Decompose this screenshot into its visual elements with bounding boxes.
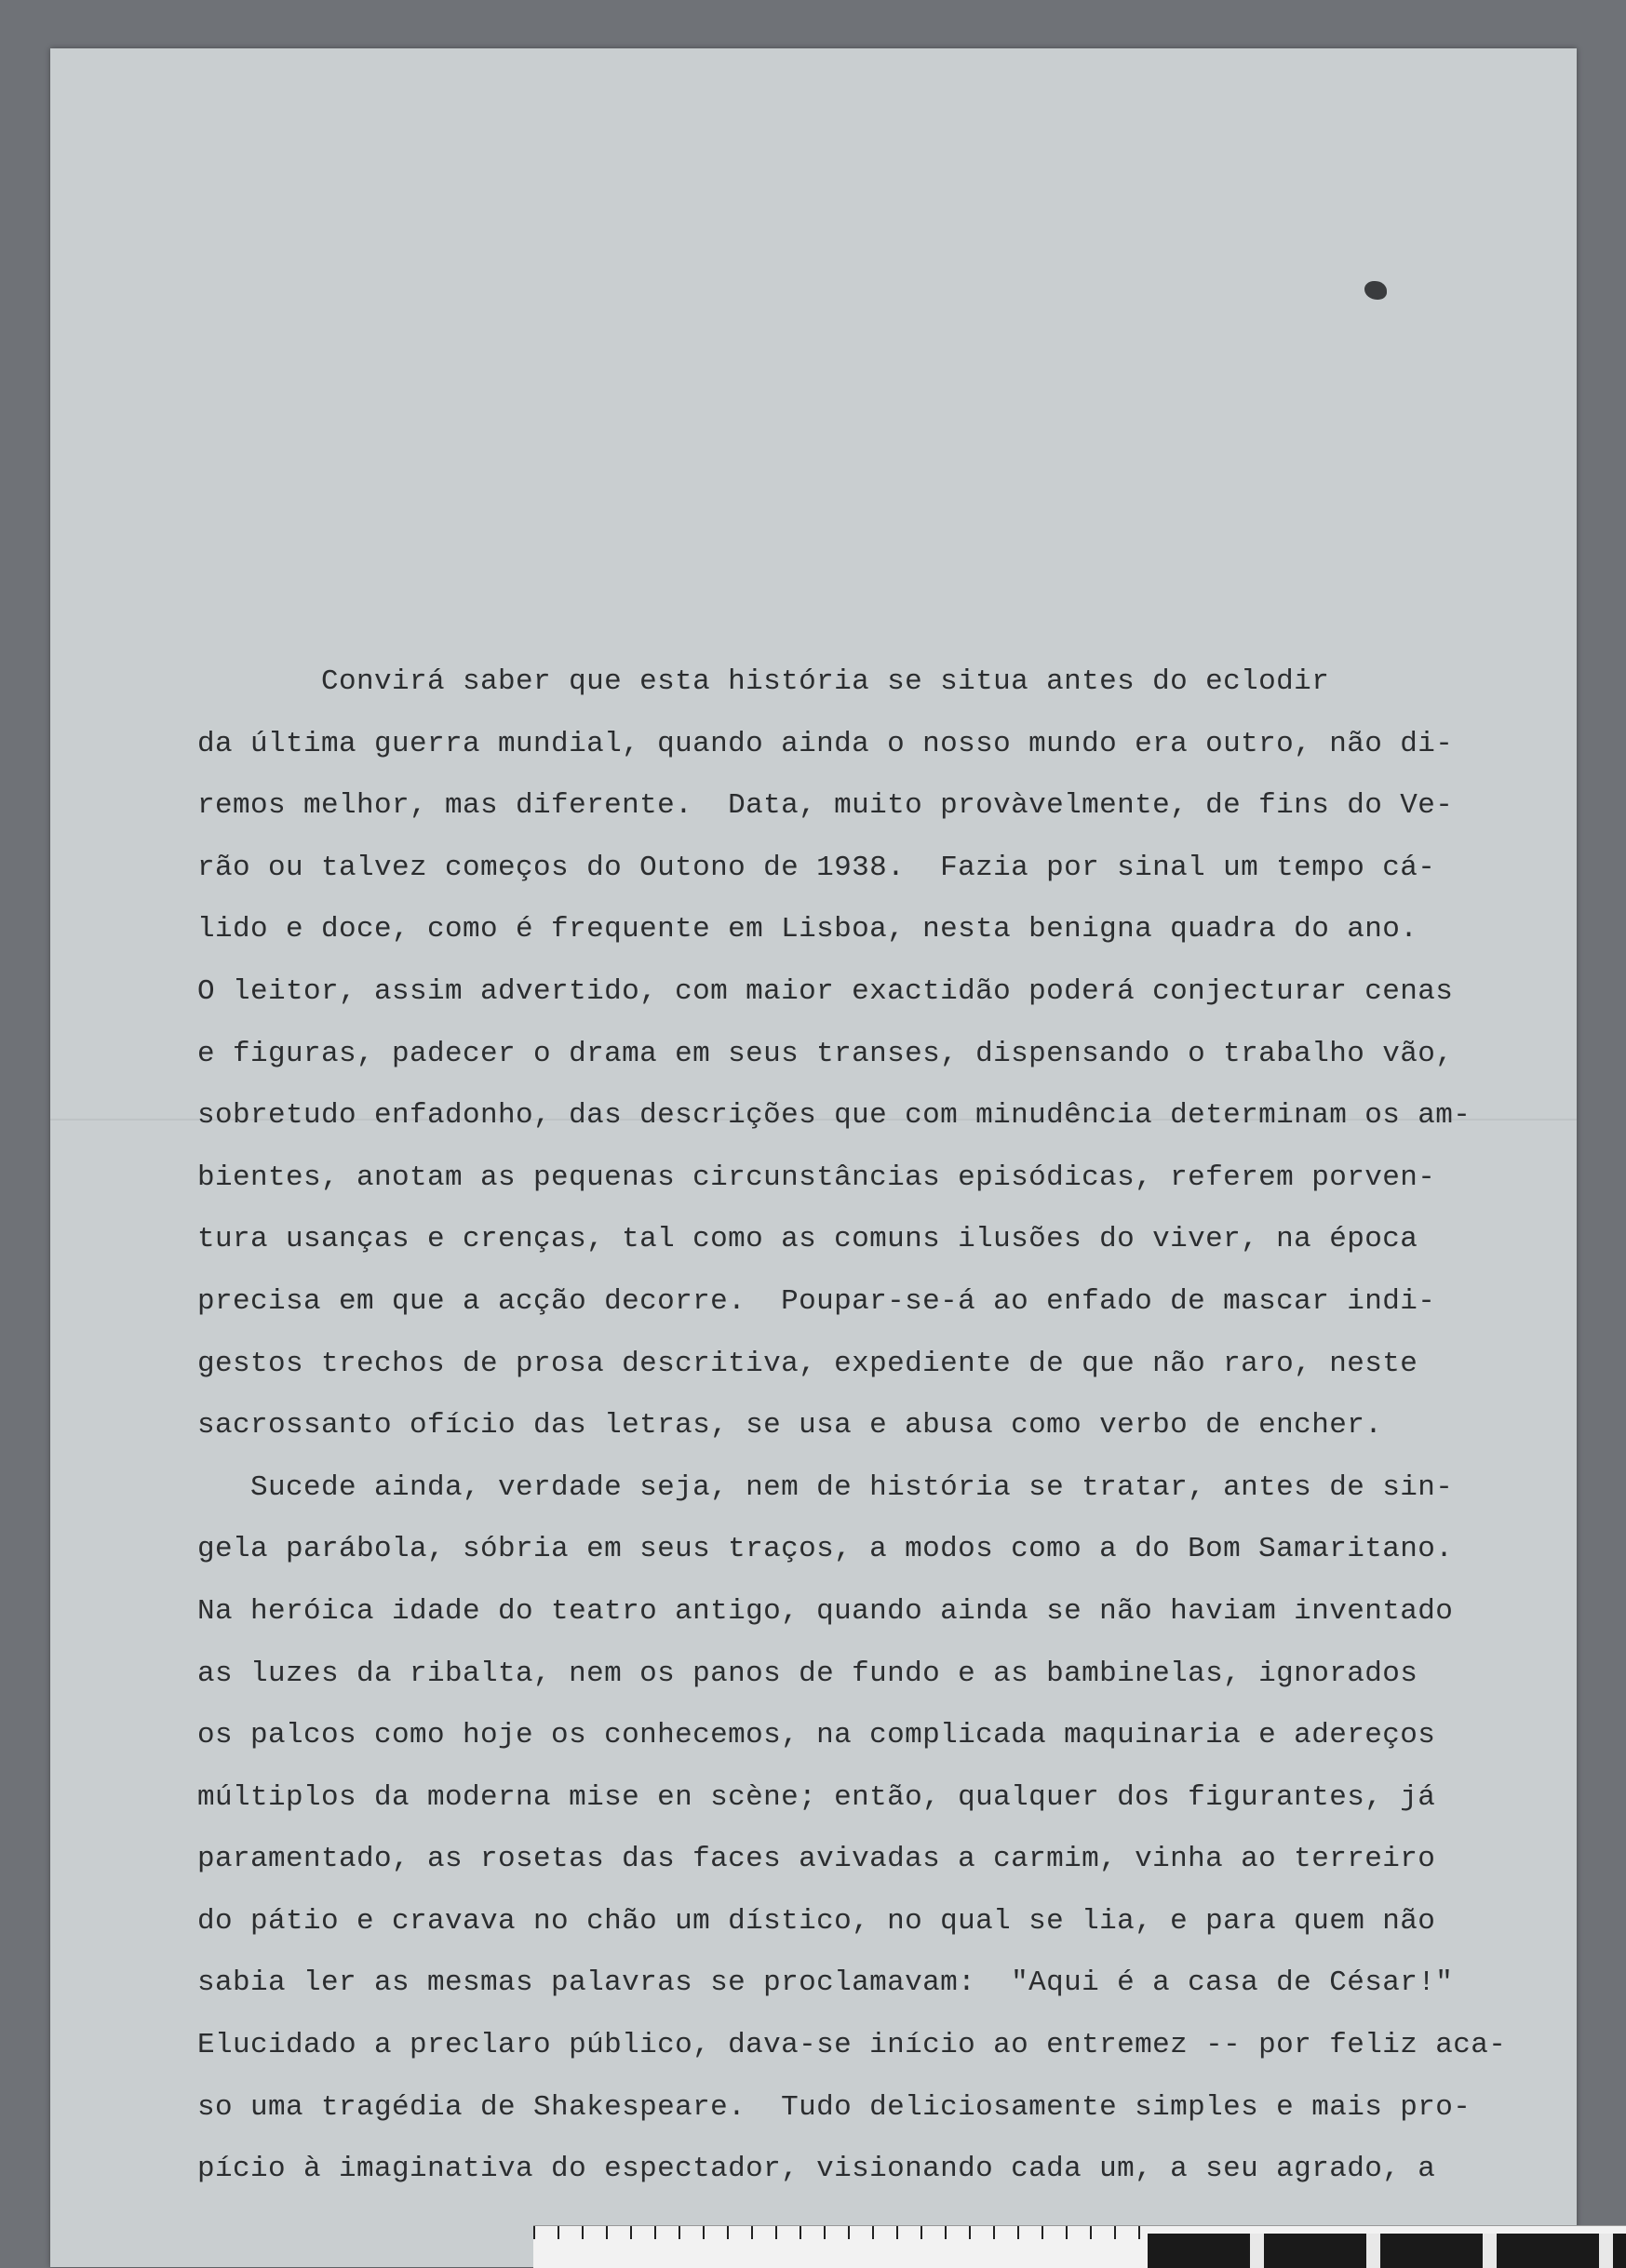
text-line: as luzes da ribalta, nem os panos de fundo e as bambinelas, ignorados — [197, 1657, 1418, 1690]
text-line: remos melhor, mas diferente. Data, muito provàvelmente, de fins do Ve- — [197, 789, 1454, 823]
text-line: pício à imaginativa do espectador, visionando cada um, a seu agrado, a — [197, 2153, 1436, 2186]
ruler-ticks — [533, 2226, 1148, 2239]
text-line: sobretudo enfadonho, das descrições que com minudência determinam os am- — [197, 1099, 1471, 1133]
text-line: os palcos como hoje os conhecemos, na complicada maquinaria e adereços — [197, 1719, 1436, 1752]
text-line: Na heróica idade do teatro antigo, quando ainda se não haviam inventado — [197, 1594, 1454, 1628]
text-line: Elucidado a preclaro público, dava-se início ao entremez -- por feliz aca- — [197, 2029, 1507, 2062]
text-line: rão ou talvez começos do Outono de 1938. Fazia por sinal um tempo cá- — [197, 851, 1436, 884]
text-line: gela parábola, sóbria em seus traços, a modos como a do Bom Samaritano. — [197, 1533, 1454, 1566]
text-line: gestos trechos de prosa descritiva, expediente de que não raro, neste — [197, 1347, 1418, 1380]
text-line: bientes, anotam as pequenas circunstâncias episódicas, referem porven- — [197, 1161, 1436, 1194]
text-line: Sucede ainda, verdade seja, nem de história se tratar, antes de sin- — [197, 1470, 1454, 1504]
scale-ruler — [533, 2225, 1626, 2268]
paper-damage-mark — [1364, 281, 1387, 300]
text-line: do pátio e cravava no chão um dístico, no qual se lia, e para quem não — [197, 1904, 1436, 1938]
text-line: da última guerra mundial, quando ainda o nosso mundo era outro, não di- — [197, 727, 1454, 760]
text-line: O leitor, assim advertido, com maior exactidão poderá conjecturar cenas — [197, 974, 1454, 1008]
text-line: so uma tragédia de Shakespeare. Tudo deliciosamente simples e mais pro- — [197, 2090, 1471, 2124]
text-line: sabia ler as mesmas palavras se proclamavam: "Aqui é a casa de César!" — [197, 1966, 1454, 2000]
text-line: sacrossanto ofício das letras, se usa e abusa como verbo de encher. — [197, 1409, 1383, 1443]
text-line: tura usanças e crenças, tal como as comuns ilusões do viver, na época — [197, 1223, 1418, 1256]
text-line: paramentado, as rosetas das faces avivadas a carmim, vinha ao terreiro — [197, 1843, 1436, 1876]
text-line: lido e doce, como é frequente em Lisboa, nesta benigna quadra do ano. — [197, 913, 1418, 946]
text-line: múltiplos da moderna mise en scène; então, qualquer dos figurantes, já — [197, 1780, 1436, 1814]
typewritten-text — [197, 651, 1507, 2201]
ruler-color-blocks — [1148, 2234, 1626, 2268]
text-line: e figuras, padecer o drama em seus transes, dispensando o trabalho vão, — [197, 1037, 1454, 1070]
text-line: Convirá saber que esta história se situa antes do eclodir — [197, 665, 1330, 698]
text-line: precisa em que a acção decorre. Poupar-se-á ao enfado de mascar indi- — [197, 1284, 1436, 1318]
